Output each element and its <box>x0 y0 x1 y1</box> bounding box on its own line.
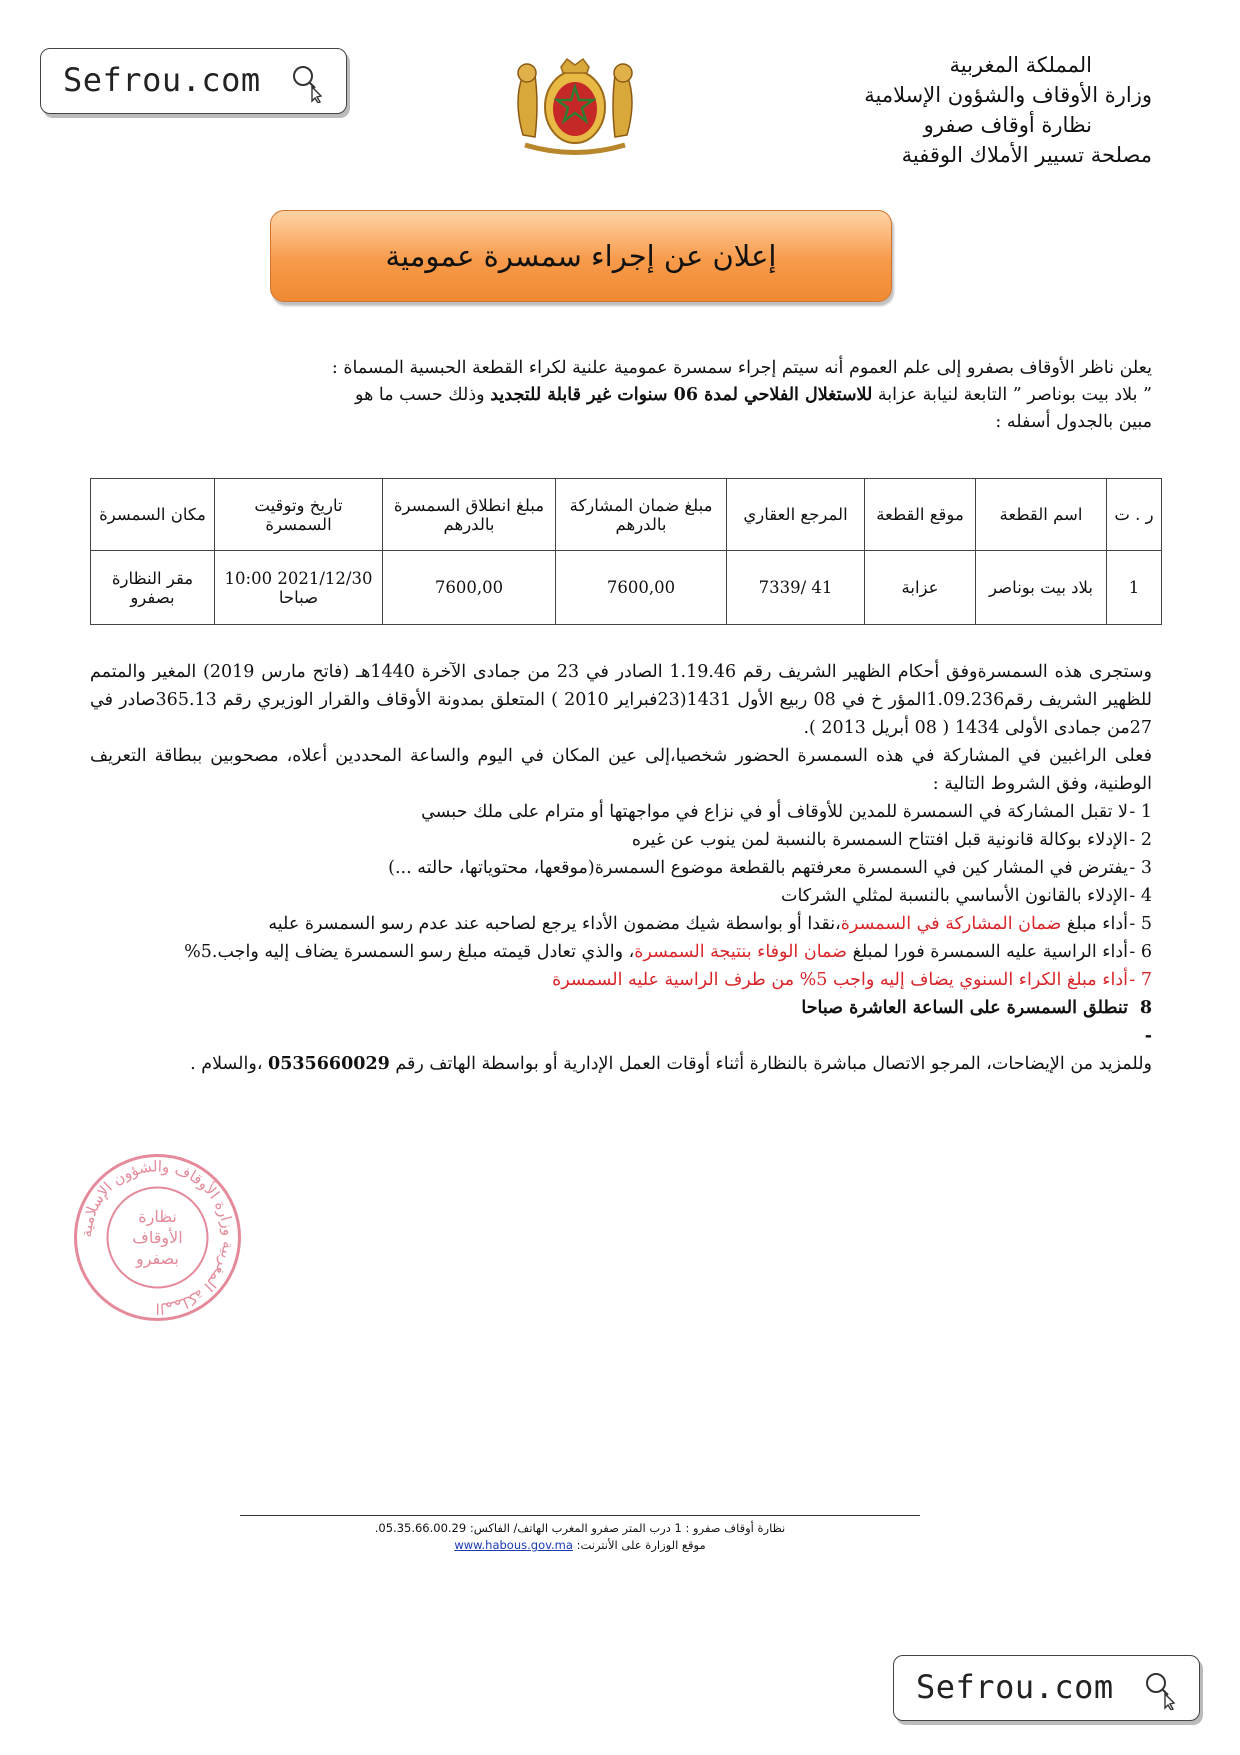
intro-line: يعلن ناظر الأوقاف بصفرو إلى علم العموم أنه سيتم إجراء سمسرة عمومية علنية لكراء القطعة الحبسية المسماة : <box>331 358 1152 378</box>
condition-number: 2 - <box>1129 830 1152 850</box>
footer-address: نظارة أوقاف صفرو : 1 درب المتر صفرو المغرب الهاتف/ الفاكس: 05.35.66.00.29. <box>374 1521 786 1535</box>
condition-text-part: ، والذي تعادل قيمته مبلغ رسو السمسرة يضاف إليه واجب.5% <box>184 942 635 962</box>
col-header-land-reference: المرجع العقاري <box>727 479 865 551</box>
condition-number: 7 - <box>1129 970 1152 990</box>
participation-paragraph: فعلى الراغبين في المشاركة في هذه السمسرة الحضور شخصيا،إلى عين المكان في اليوم والساعة المحددين أعلاه، مصحوبين ببطاقة التعريف الوطنية، وفق الشروط التالية : <box>90 746 1152 794</box>
cell-venue: مقر النظارة بصفرو <box>91 551 215 625</box>
stamp-center-text: نظارة <box>138 1207 177 1226</box>
header-line: المملكة المغربية <box>949 53 1092 77</box>
condition-item <box>90 994 1152 1050</box>
cell-number: 1 <box>1107 551 1162 625</box>
watermark-text: Sefrou.com <box>63 61 261 99</box>
stamp-ring-text: المملكة المغربية وزارة الأوقاف والشؤون الإسلامية <box>77 1157 238 1318</box>
condition-text <box>184 938 1128 966</box>
condition-item <box>90 826 1152 854</box>
official-stamp-icon <box>70 1150 245 1325</box>
header-line: وزارة الأوقاف والشؤون الإسلامية <box>864 83 1152 107</box>
table-header-row <box>91 479 1162 551</box>
header-line: نظارة أوقاف صفرو <box>923 113 1092 137</box>
condition-text: تنطلق السمسرة على الساعة العاشرة صباحا <box>801 998 1128 1018</box>
footer-website-line <box>240 1537 920 1554</box>
watermark-top <box>40 48 347 114</box>
condition-number: 8 - <box>1139 998 1152 1046</box>
footer <box>240 1520 920 1554</box>
condition-number: 3 - <box>1129 858 1152 878</box>
condition-item <box>90 910 1152 938</box>
col-header-number: ر . ت <box>1107 479 1162 551</box>
closing-text: وللمزيد من الإيضاحات، المرجو الاتصال مباشرة بالنظارة أثناء أوقات العمل الإدارية أو بواسطة الهاتف رقم <box>389 1054 1152 1074</box>
search-cursor-icon <box>290 63 324 103</box>
cell-plot-location: عزابة <box>865 551 976 625</box>
condition-highlight: ضمان المشاركة في السمسرة <box>840 914 1062 934</box>
col-header-starting-amount: مبلغ انطلاق السمسرة بالدرهم <box>383 479 556 551</box>
search-cursor-icon <box>1143 1670 1177 1710</box>
condition-text: أداء مبلغ الكراء السنوي يضاف إليه واجب 5% من طرف الراسية عليه السمسرة <box>552 970 1128 990</box>
stamp-center-text: بصفرو <box>136 1249 179 1268</box>
condition-text <box>268 910 1128 938</box>
table-row <box>91 551 1162 625</box>
website-link[interactable]: www.habous.gov.ma <box>454 1538 573 1552</box>
closing-paragraph <box>90 1050 1152 1078</box>
condition-number: 6 - <box>1129 942 1152 962</box>
col-header-venue: مكان السمسرة <box>91 479 215 551</box>
stamp-center-text: الأوقاف <box>132 1228 183 1247</box>
condition-text: الإدلاء بالقانون الأساسي بالنسبة لمثلي الشركات <box>780 886 1128 906</box>
header-line: مصلحة تسيير الأملاك الوقفية <box>901 143 1152 167</box>
intro-text: ” بلاد بيت بوناصر ” التابعة لنيابة عزابة <box>872 385 1152 405</box>
condition-text-part: أداء الراسية عليه السمسرة فورا لمبلغ <box>847 942 1128 962</box>
cell-starting-amount: 7600,00 <box>383 551 556 625</box>
closing-text: ،والسلام . <box>190 1054 269 1074</box>
page-title: إعلان عن إجراء سمسرة عمومية <box>385 239 777 273</box>
condition-item <box>90 798 1152 826</box>
title-banner <box>270 210 892 302</box>
condition-item <box>90 882 1152 910</box>
cell-date-time: 2021/12/30 10:00 صباحا <box>215 551 383 625</box>
condition-number: 5 - <box>1129 914 1152 934</box>
footer-website-label: موقع الوزارة على الأنترنت: <box>572 1538 706 1552</box>
condition-number: 1 - <box>1129 802 1152 822</box>
cell-guarantee-amount: 7600,00 <box>556 551 727 625</box>
condition-item <box>90 966 1152 994</box>
condition-item <box>90 938 1152 966</box>
legal-basis-paragraph: وستجرى هذه السمسرةوفق أحكام الظهير الشريف رقم 1.19.46 الصادر في 23 من جمادى الآخرة 1440هـ (فاتح مارس 2019) المغير والمتمم للظهير الشريف رقم1.09.236المؤر خ في 08 ربيع الأول 1431(23فبراير 2010 ) المتعلق بمدونة الأوقاف والقرار الوزيري رقم 365.13صادر في 27من جمادى الأولى 1434 ( 08 أبريل 2013 ). <box>90 662 1152 738</box>
intro-line <box>120 382 1152 409</box>
intro-line: مبين بالجدول أسفله : <box>995 412 1152 432</box>
condition-text-part: أداء مبلغ <box>1061 914 1128 934</box>
condition-item <box>90 854 1152 882</box>
condition-number: 4 - <box>1129 886 1152 906</box>
ministry-header <box>822 50 1152 170</box>
condition-text: لا تقبل المشاركة في السمسرة للمدين للأوقاف أو في نزاع في مواجهتها أو مترام على ملك حبسي <box>421 802 1128 822</box>
condition-text-part: ،نقدا أو بواسطة شيك مضمون الأداء يرجع لصاحبه عند عدم رسو السمسرة عليه <box>268 914 841 934</box>
condition-text: يفترض في المشار كين في السمسرة معرفتهم بالقطعة موضوع السمسرة(موقعها، محتوياتها، حالته ...) <box>388 858 1128 878</box>
col-header-plot-location: موقع القطعة <box>865 479 976 551</box>
col-header-plot-name: اسم القطعة <box>976 479 1107 551</box>
intro-bold-text: للاستغلال الفلاحي لمدة 06 سنوات غير قابلة للتجديد <box>490 385 873 405</box>
col-header-date-time: تاريخ وتوقيت السمسرة <box>215 479 383 551</box>
condition-highlight: ضمان الوفاء بنتيجة السمسرة <box>634 942 848 962</box>
cell-land-reference: 7339/ 41 <box>727 551 865 625</box>
col-header-guarantee-amount: مبلغ ضمان المشاركة بالدرهم <box>556 479 727 551</box>
lots-table <box>90 478 1162 625</box>
watermark-bottom <box>893 1655 1200 1721</box>
intro-text: وذلك حسب ما هو <box>355 385 491 405</box>
intro-paragraph <box>120 355 1152 436</box>
watermark-text: Sefrou.com <box>916 1668 1114 1706</box>
footer-divider <box>240 1515 920 1516</box>
announcement-body <box>90 658 1152 1078</box>
royal-emblem-icon <box>505 45 645 160</box>
phone-number: 0535660029 <box>268 1054 390 1074</box>
condition-text: الإدلاء بوكالة قانونية قبل افتتاح السمسرة بالنسبة لمن ينوب عن غيره <box>631 830 1128 850</box>
cell-plot-name: بلاد بيت بوناصر <box>976 551 1107 625</box>
